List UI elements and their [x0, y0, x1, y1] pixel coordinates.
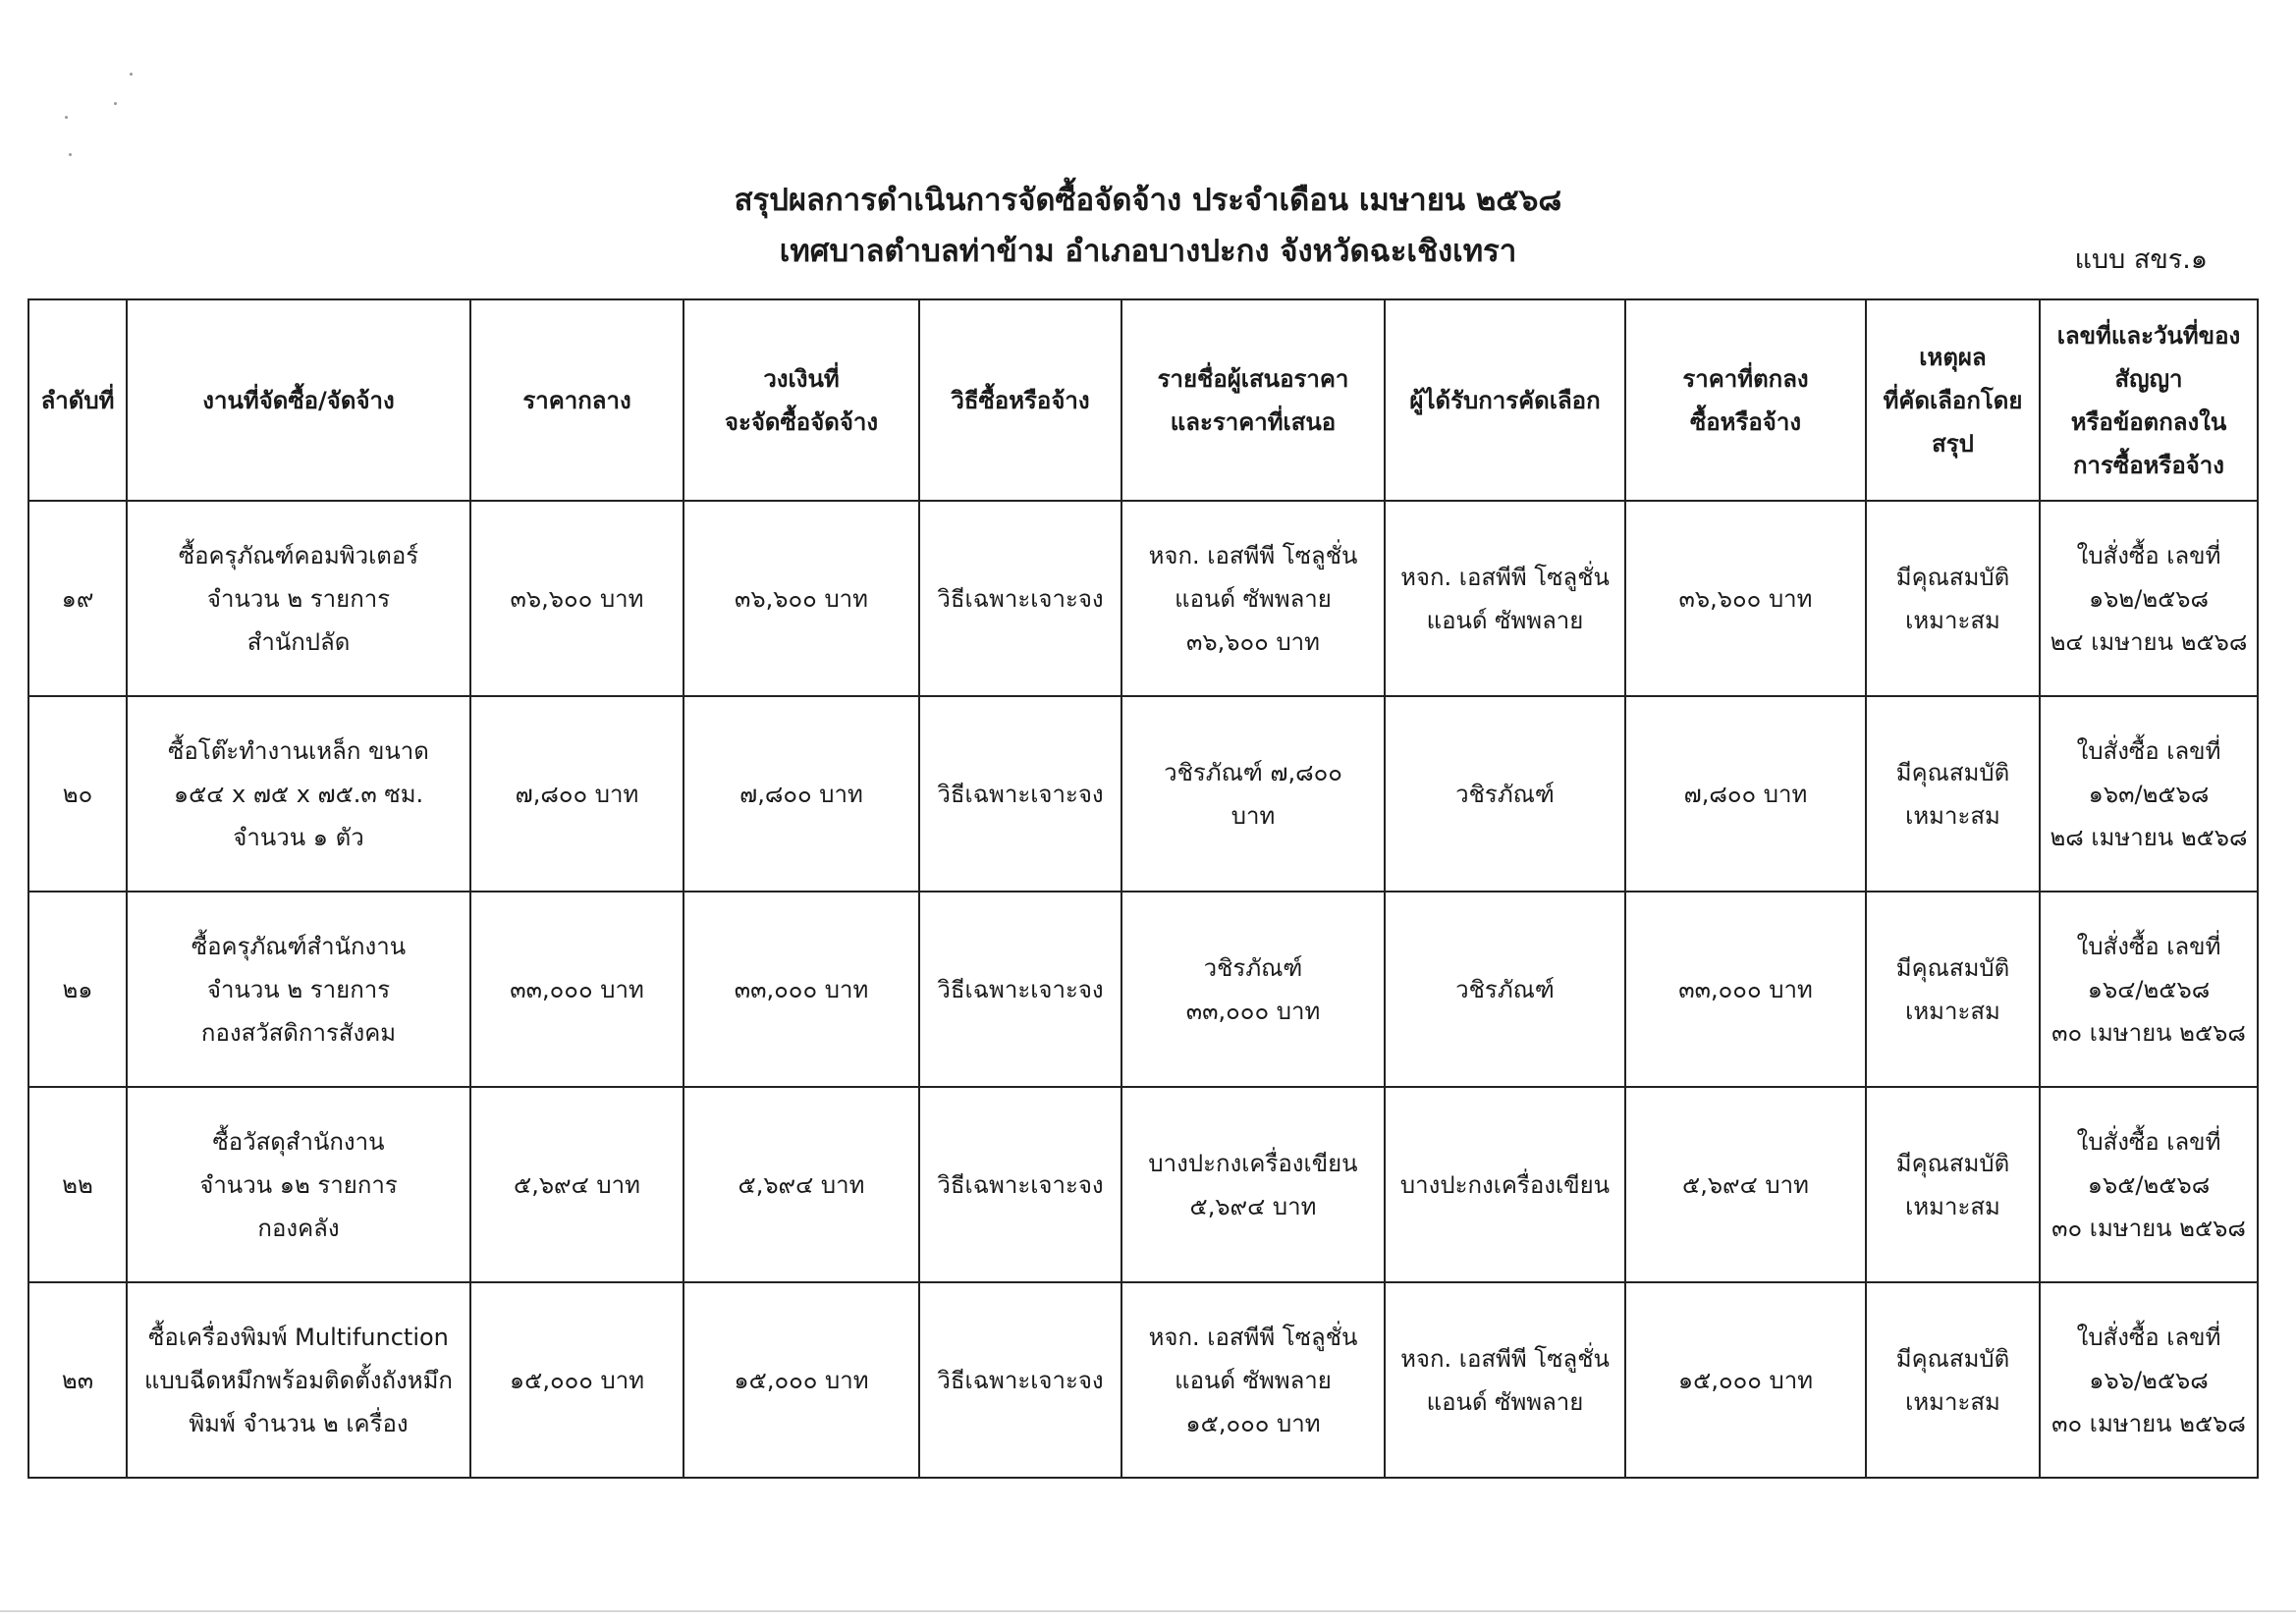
cell-reason: มีคุณสมบัติ เหมาะสม	[1866, 1282, 2040, 1478]
cell-item: ซื้อโต๊ะทำงานเหล็ก ขนาด ๑๕๔ x ๗๕ x ๗๕.๓ ซม. จำนวน ๑ ตัว	[127, 696, 470, 892]
cell-bidders: หจก. เอสพีพี โซลูชั่น แอนด์ ซัพพลาย ๑๕,๐๐๐ บาท	[1121, 1282, 1385, 1478]
cell-reason: มีคุณสมบัติ เหมาะสม	[1866, 501, 2040, 696]
column-header-agreed-price: ราคาที่ตกลง ซื้อหรือจ้าง	[1625, 299, 1866, 501]
cell-reason: มีคุณสมบัติ เหมาะสม	[1866, 696, 2040, 892]
cell-selected: หจก. เอสพีพี โซลูชั่น แอนด์ ซัพพลาย	[1385, 501, 1625, 696]
cell-reason: มีคุณสมบัติ เหมาะสม	[1866, 1087, 2040, 1282]
cell-method: วิธีเฉพาะเจาะจง	[919, 501, 1121, 696]
cell-bidders: วชิรภัณฑ์ ๗,๘๐๐ บาท	[1121, 696, 1385, 892]
form-code: แบบ สขร.๑	[2074, 244, 2208, 275]
column-header-method: วิธีซื้อหรือจ้าง	[919, 299, 1121, 501]
cell-item: ซื้อครุภัณฑ์คอมพิวเตอร์ จำนวน ๒ รายการ สำนักปลัด	[127, 501, 470, 696]
cell-method: วิธีเฉพาะเจาะจง	[919, 1087, 1121, 1282]
cell-item: ซื้อวัสดุสำนักงาน จำนวน ๑๒ รายการ กองคลัง	[127, 1087, 470, 1282]
cell-contract: ใบสั่งซื้อ เลขที่ ๑๖๒/๒๕๖๘ ๒๔ เมษายน ๒๕๖๘	[2040, 501, 2258, 696]
cell-budget: ๕,๖๙๔ บาท	[683, 1087, 919, 1282]
procurement-summary-table	[27, 298, 2259, 1479]
title-line-2: เทศบาลตำบลท่าข้าม อำเภอบางปะกง จังหวัดฉะเชิงเทรา	[779, 234, 1517, 269]
cell-selected: วชิรภัณฑ์	[1385, 696, 1625, 892]
cell-budget: ๓๓,๐๐๐ บาท	[683, 892, 919, 1087]
cell-no: ๒๐	[28, 696, 127, 892]
cell-selected: บางปะกงเครื่องเขียน	[1385, 1087, 1625, 1282]
title-line-1: สรุปผลการดำเนินการจัดซื้อจัดจ้าง ประจำเดือน เมษายน ๒๕๖๘	[734, 183, 1562, 218]
cell-no: ๒๓	[28, 1282, 127, 1478]
cell-method: วิธีเฉพาะเจาะจง	[919, 892, 1121, 1087]
scan-speck	[65, 116, 68, 119]
column-header-item: งานที่จัดซื้อ/จัดจ้าง	[127, 299, 470, 501]
cell-contract: ใบสั่งซื้อ เลขที่ ๑๖๔/๒๕๖๘ ๓๐ เมษายน ๒๕๖๘	[2040, 892, 2258, 1087]
column-header-median-price: ราคากลาง	[470, 299, 683, 501]
cell-contract: ใบสั่งซื้อ เลขที่ ๑๖๕/๒๕๖๘ ๓๐ เมษายน ๒๕๖๘	[2040, 1087, 2258, 1282]
cell-budget: ๓๖,๖๐๐ บาท	[683, 501, 919, 696]
table-row	[28, 1282, 2258, 1478]
column-header-contract: เลขที่และวันที่ของ สัญญา หรือข้อตกลงใน การซื้อหรือจ้าง	[2040, 299, 2258, 501]
cell-agreed-price: ๓๖,๖๐๐ บาท	[1625, 501, 1866, 696]
cell-bidders: วชิรภัณฑ์ ๓๓,๐๐๐ บาท	[1121, 892, 1385, 1087]
scan-speck	[114, 102, 117, 105]
cell-item: ซื้อครุภัณฑ์สำนักงาน จำนวน ๒ รายการ กองสวัสดิการสังคม	[127, 892, 470, 1087]
column-header-selected: ผู้ได้รับการคัดเลือก	[1385, 299, 1625, 501]
cell-item: ซื้อเครื่องพิมพ์ Multifunction แบบฉีดหมึกพร้อมติดตั้งถังหมึก พิมพ์ จำนวน ๒ เครื่อง	[127, 1282, 470, 1478]
cell-budget: ๗,๘๐๐ บาท	[683, 696, 919, 892]
column-header-no: ลำดับที่	[28, 299, 127, 501]
cell-agreed-price: ๑๕,๐๐๐ บาท	[1625, 1282, 1866, 1478]
scan-speck	[69, 153, 72, 156]
document-title	[0, 175, 2296, 277]
cell-median-price: ๓๖,๖๐๐ บาท	[470, 501, 683, 696]
cell-median-price: ๑๕,๐๐๐ บาท	[470, 1282, 683, 1478]
cell-agreed-price: ๓๓,๐๐๐ บาท	[1625, 892, 1866, 1087]
cell-contract: ใบสั่งซื้อ เลขที่ ๑๖๖/๒๕๖๘ ๓๐ เมษายน ๒๕๖๘	[2040, 1282, 2258, 1478]
cell-selected: หจก. เอสพีพี โซลูชั่น แอนด์ ซัพพลาย	[1385, 1282, 1625, 1478]
cell-median-price: ๕,๖๙๔ บาท	[470, 1087, 683, 1282]
cell-contract: ใบสั่งซื้อ เลขที่ ๑๖๓/๒๕๖๘ ๒๘ เมษายน ๒๕๖๘	[2040, 696, 2258, 892]
cell-median-price: ๗,๘๐๐ บาท	[470, 696, 683, 892]
column-header-budget: วงเงินที่ จะจัดซื้อจัดจ้าง	[683, 299, 919, 501]
cell-method: วิธีเฉพาะเจาะจง	[919, 1282, 1121, 1478]
cell-method: วิธีเฉพาะเจาะจง	[919, 696, 1121, 892]
cell-bidders: หจก. เอสพีพี โซลูชั่น แอนด์ ซัพพลาย ๓๖,๖๐๐ บาท	[1121, 501, 1385, 696]
cell-bidders: บางปะกงเครื่องเขียน ๕,๖๙๔ บาท	[1121, 1087, 1385, 1282]
column-header-reason: เหตุผล ที่คัดเลือกโดย สรุป	[1866, 299, 2040, 501]
table-row	[28, 1087, 2258, 1282]
cell-no: ๒๒	[28, 1087, 127, 1282]
scan-bottom-edge	[0, 1610, 2296, 1612]
cell-budget: ๑๕,๐๐๐ บาท	[683, 1282, 919, 1478]
column-header-bidders: รายชื่อผู้เสนอราคา และราคาที่เสนอ	[1121, 299, 1385, 501]
table-header-row	[28, 299, 2258, 501]
cell-agreed-price: ๗,๘๐๐ บาท	[1625, 696, 1866, 892]
cell-agreed-price: ๕,๖๙๔ บาท	[1625, 1087, 1866, 1282]
cell-reason: มีคุณสมบัติ เหมาะสม	[1866, 892, 2040, 1087]
table-row	[28, 892, 2258, 1087]
table-row	[28, 696, 2258, 892]
cell-median-price: ๓๓,๐๐๐ บาท	[470, 892, 683, 1087]
cell-no: ๒๑	[28, 892, 127, 1087]
cell-no: ๑๙	[28, 501, 127, 696]
scan-speck	[130, 73, 133, 76]
table-row	[28, 501, 2258, 696]
cell-selected: วชิรภัณฑ์	[1385, 892, 1625, 1087]
